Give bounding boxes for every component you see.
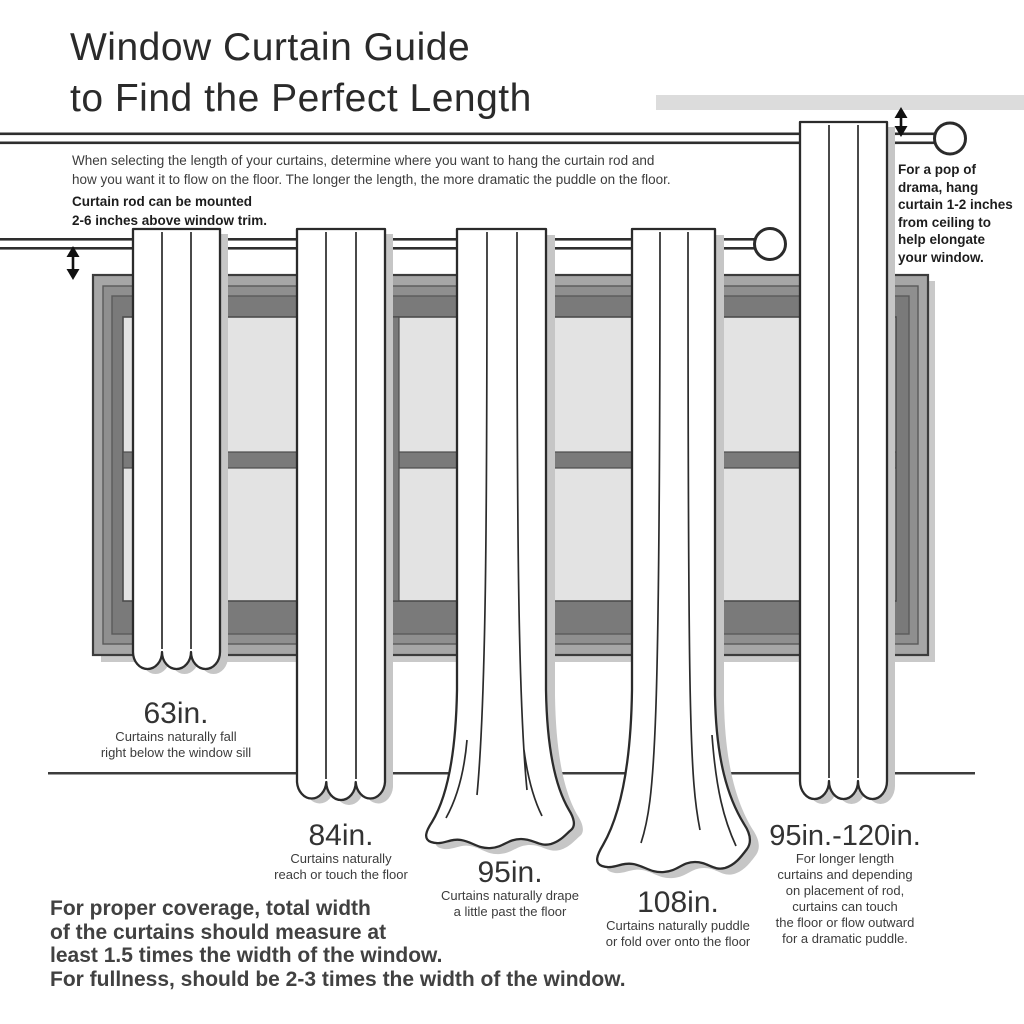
ceiling-note-line: from ceiling to bbox=[898, 214, 992, 230]
rod-note-line-2: 2-6 inches above window trim. bbox=[72, 213, 268, 228]
length-desc-line: curtains and depending bbox=[777, 867, 913, 882]
intro-line-2: how you want it to flow on the floor. The longer the length, the more dramatic the puddle on the floor. bbox=[72, 172, 671, 187]
footer-line: of the curtains should measure at bbox=[50, 920, 387, 944]
length-desc-line: for a dramatic puddle. bbox=[782, 931, 908, 946]
ceiling-note-line: drama, hang bbox=[898, 179, 979, 195]
footer-line: For proper coverage, total width bbox=[50, 897, 371, 920]
rod-finial-icon bbox=[755, 229, 786, 260]
page-title bbox=[70, 22, 532, 124]
curtain-63in bbox=[133, 229, 228, 674]
footer-line: least 1.5 times the width of the window. bbox=[50, 944, 443, 968]
rod-line bbox=[0, 133, 937, 136]
length-desc-line: a little past the floor bbox=[453, 903, 567, 919]
label-95-120in bbox=[769, 821, 921, 947]
ceiling-note-line: help elongate bbox=[898, 232, 986, 247]
rod-note-line-1: Curtain rod can be mounted bbox=[72, 194, 253, 209]
title-line-2: to Find the Perfect Length bbox=[70, 77, 532, 120]
curtain-95-120in bbox=[800, 122, 895, 804]
ceiling-note-line: For a pop of bbox=[898, 162, 976, 177]
length-value: 63in. bbox=[143, 697, 209, 730]
rod-line bbox=[0, 142, 937, 145]
rod-finial-icon bbox=[935, 123, 966, 154]
length-desc-line: right below the window sill bbox=[100, 744, 252, 760]
intro-paragraph bbox=[72, 151, 671, 189]
ceiling-note-line: curtain 1-2 inches bbox=[898, 197, 1013, 212]
label-63in bbox=[101, 699, 251, 760]
ceiling-note-line: your window. bbox=[898, 249, 984, 265]
length-desc-line: on placement of rod, bbox=[785, 883, 905, 898]
ceiling-bar bbox=[656, 95, 1024, 110]
length-desc-line: or fold over onto the floor bbox=[605, 933, 751, 949]
curtain-84in bbox=[297, 229, 393, 805]
rod-mount-note bbox=[72, 192, 267, 230]
length-desc-line: reach or touch the floor bbox=[274, 866, 408, 882]
length-value: 95in.-120in. bbox=[769, 820, 921, 852]
length-desc-line: the floor or flow outward bbox=[775, 915, 915, 930]
length-value: 95in. bbox=[477, 856, 543, 889]
curtain-body bbox=[800, 122, 887, 799]
intro-line-1: When selecting the length of your curtains, determine where you want to hang the curtain rod and bbox=[72, 153, 655, 168]
curtain-body bbox=[133, 229, 220, 669]
length-desc-line: Curtains naturally fall bbox=[115, 729, 237, 744]
length-desc-line: curtains can touch bbox=[792, 899, 898, 914]
label-108in bbox=[606, 888, 751, 949]
label-84in bbox=[274, 821, 408, 882]
curtain-body bbox=[297, 229, 385, 800]
length-desc-line: Curtains naturally puddle bbox=[606, 918, 750, 933]
footer-line: For fullness, should be 2-3 times the width of the window. bbox=[50, 967, 626, 991]
length-value: 108in. bbox=[637, 886, 719, 919]
rod-height-arrow-icon bbox=[67, 246, 80, 280]
length-value: 84in. bbox=[308, 819, 374, 852]
length-desc-line: Curtains naturally drape bbox=[440, 888, 580, 903]
width-guidance-note bbox=[50, 897, 626, 991]
ceiling-hang-note bbox=[898, 161, 1013, 266]
length-desc-line: For longer length bbox=[795, 851, 895, 866]
length-desc-line: Curtains naturally bbox=[290, 851, 392, 866]
title-line-1: Window Curtain Guide bbox=[70, 26, 471, 69]
